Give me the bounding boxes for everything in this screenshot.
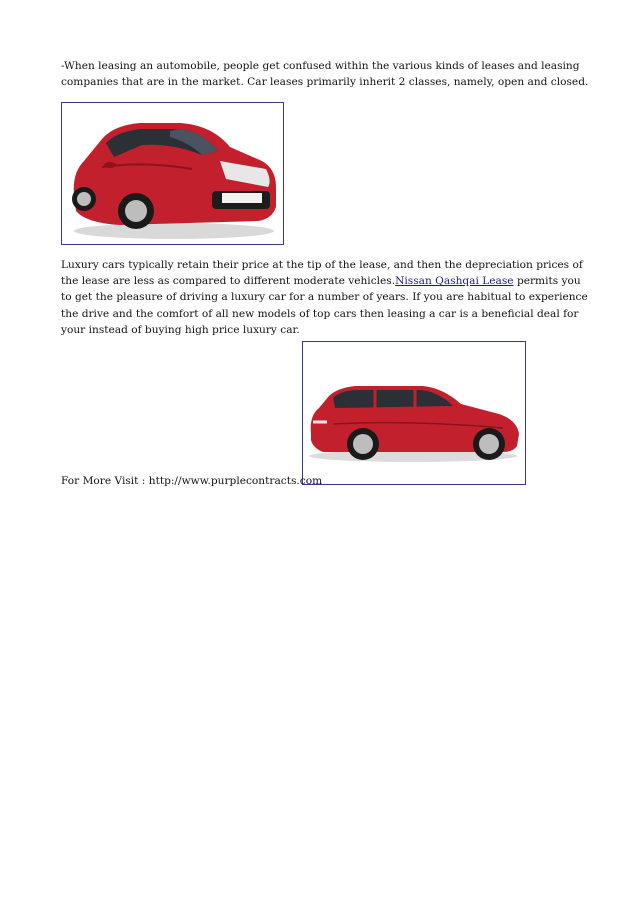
hatchback-car-icon — [62, 103, 283, 244]
red-hatchback-photo — [61, 102, 284, 245]
intro-paragraph: -When leasing an automobile, people get confused within the various kinds of leases and leasing companies that are in the market. Car leases primarily inherit 2 classes, namely, open and closed. — [61, 60, 589, 89]
red-estate-car-photo — [302, 341, 526, 485]
nissan-qashqai-lease-link[interactable]: Nissan Qashqai Lease — [395, 275, 514, 288]
footer-visit-line: For More Visit : http://www.purplecontracts.com — [61, 475, 323, 487]
luxury-paragraph-text-start: Luxury cars typically retain their price at the tip of the lease, and then the depreciation prices of the lease are less as compared to different moderate vehicles. — [61, 259, 583, 288]
luxury-paragraph — [61, 257, 591, 338]
estate-car-icon — [303, 342, 525, 484]
luxury-paragraph-text-end: permits you to get the pleasure of driving a luxury car for a number of years. If you are habitual to experience the drive and the comfort of all new models of top cars then leasing a car is a beneficial deal for your instead of buying high price luxury car. — [61, 275, 588, 336]
